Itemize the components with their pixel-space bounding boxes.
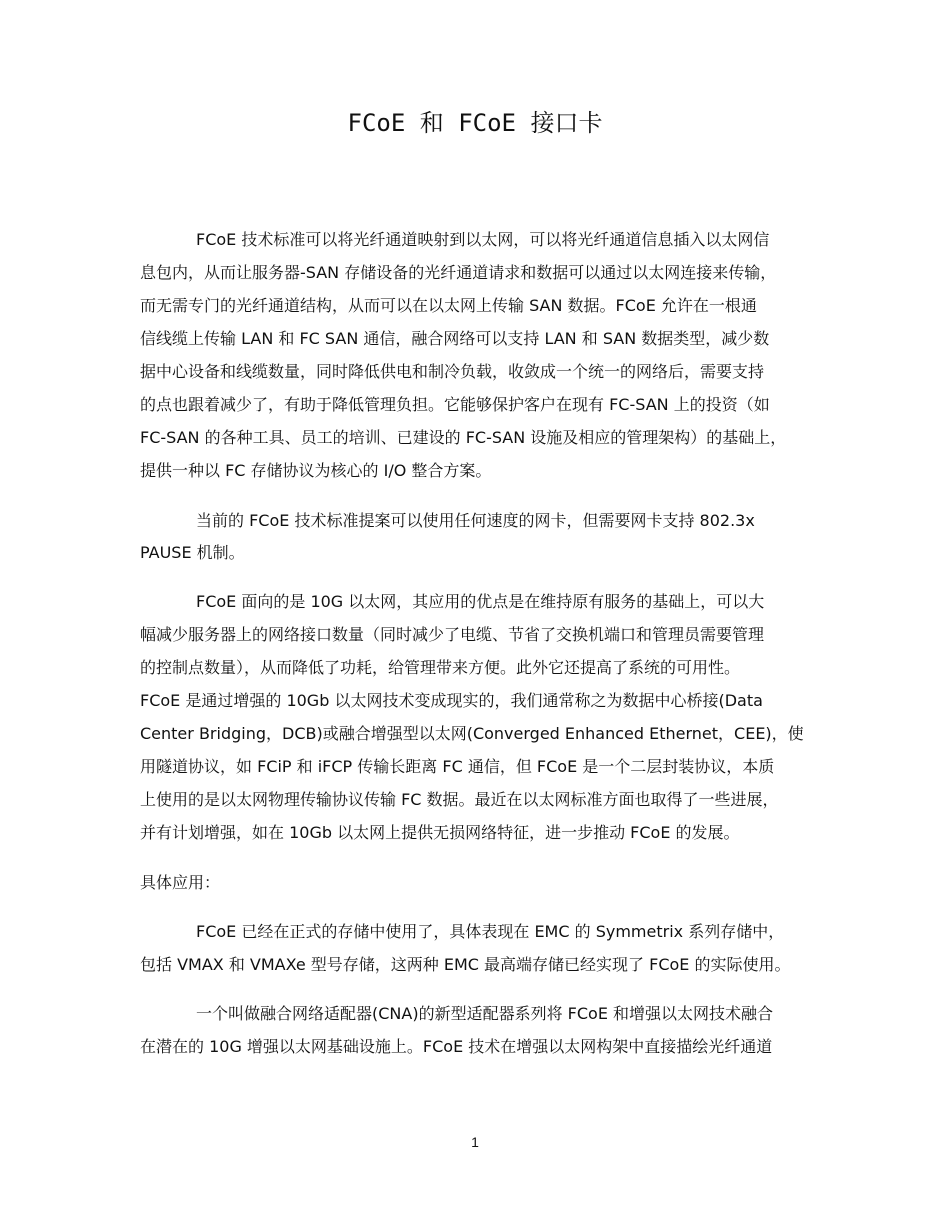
body-text-line: 提供一种以 FC 存储协议为核心的 I/O 整合方案。 xyxy=(140,461,492,480)
body-text-line: 而无需专门的光纤通道结构，从而可以在以太网上传输 SAN 数据。FCoE 允许在一根通 xyxy=(140,296,757,315)
body-text-line: 用隧道协议，如 FCiP 和 iFCP 传输长距离 FC 通信，但 FCoE 是一个二层封装协议，本质 xyxy=(140,757,775,776)
body-text-line: FCoE 是通过增强的 10Gb 以太网技术变成现实的，我们通常称之为数据中心桥接(Data xyxy=(140,691,763,710)
body-text-line: 息包内，从而让服务器-SAN 存储设备的光纤通道请求和数据可以通过以太网连接来传输， xyxy=(140,263,777,282)
body-text-line: FCoE 已经在正式的存储中使用了，具体表现在 EMC 的 Symmetrix 系列存储中， xyxy=(196,922,785,941)
body-text-line: 上使用的是以太网物理传输协议传输 FC 数据。最近在以太网标准方面也取得了一些进展， xyxy=(140,790,779,809)
body-text-line: 在潜在的 10G 增强以太网基础设施上。FCoE 技术在增强以太网构架中直接描绘光纤通道 xyxy=(140,1037,773,1056)
body-text-line: 据中心设备和线缆数量，同时降低供电和制冷负载，收敛成一个统一的网络后，需要支持 xyxy=(140,362,765,381)
page-number: 1 xyxy=(471,1134,479,1150)
page-title: FCoE 和 FCoE 接口卡 xyxy=(347,109,603,137)
body-text-line: Center Bridging，DCB)或融合增强型以太网(Converged Enhanced Ethernet，CEE)，使 xyxy=(140,724,804,743)
body-text-line: FCoE 技术标准可以将光纤通道映射到以太网，可以将光纤通道信息插入以太网信 xyxy=(196,230,770,249)
body-text-line: 的点也跟着减少了，有助于降低管理负担。它能够保护客户在现有 FC-SAN 上的投资（如 xyxy=(140,395,770,414)
body-text-line: 并有计划增强，如在 10Gb 以太网上提供无损网络特征，进一步推动 FCoE 的发展。 xyxy=(140,823,740,842)
body-text-line: FC-SAN 的各种工具、员工的培训、已建设的 FC-SAN 设施及相应的管理架构）的基础上， xyxy=(140,428,787,447)
body-text-line: 的控制点数量），从而降低了功耗，给管理带来方便。此外它还提高了系统的可用性。 xyxy=(140,658,741,677)
body-text-line: 幅减少服务器上的网络接口数量（同时减少了电缆、节省了交换机端口和管理员需要管理 xyxy=(140,625,765,644)
body-text-line: PAUSE 机制。 xyxy=(140,543,245,562)
body-text-line: 包括 VMAX 和 VMAXe 型号存储，这两种 EMC 最高端存储已经实现了 FCoE 的实际使用。 xyxy=(140,955,791,974)
body-text-line: 当前的 FCoE 技术标准提案可以使用任何速度的网卡，但需要网卡支持 802.3x xyxy=(196,511,755,530)
body-text-line: 一个叫做融合网络适配器(CNA)的新型适配器系列将 FCoE 和增强以太网技术融合 xyxy=(196,1004,774,1023)
body-text-line: 信线缆上传输 LAN 和 FC SAN 通信，融合网络可以支持 LAN 和 SAN 数据类型，减少数 xyxy=(140,329,770,348)
body-text-line: FCoE 面向的是 10G 以太网，其应用的优点是在维持原有服务的基础上，可以大 xyxy=(196,592,765,611)
section-label: 具体应用： xyxy=(140,873,221,892)
